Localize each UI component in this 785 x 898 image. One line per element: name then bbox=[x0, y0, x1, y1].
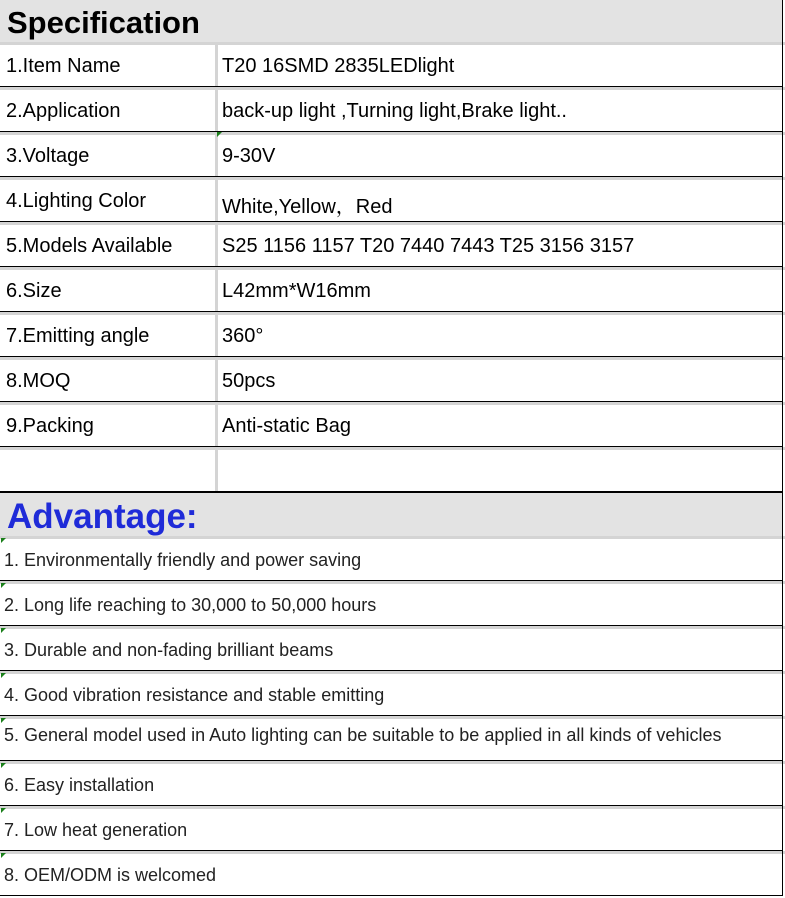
column-divider bbox=[215, 177, 218, 222]
row-gridline bbox=[0, 851, 785, 854]
advantage-item: 6. Easy installation bbox=[4, 775, 155, 795]
row-right-border bbox=[782, 87, 783, 132]
column-divider bbox=[215, 312, 218, 357]
row-right-border bbox=[782, 402, 783, 447]
spec-value: Anti-static Bag bbox=[222, 415, 351, 437]
row-right-border bbox=[782, 132, 783, 177]
cell-comment-marker bbox=[1, 808, 6, 813]
spec-label: 6.Size bbox=[6, 280, 62, 302]
spec-value: S25 1156 1157 T20 7440 7443 T25 3156 3157 bbox=[222, 235, 635, 257]
spec-label: 3.Voltage bbox=[6, 145, 90, 167]
row-gridline bbox=[0, 267, 785, 270]
advantage-item: 1. Environmentally friendly and power saving bbox=[4, 550, 362, 570]
row-right-border bbox=[782, 536, 783, 581]
spec-value: White,Yellow，Red bbox=[222, 196, 393, 218]
row-bottom-border bbox=[0, 895, 783, 896]
row-right-border bbox=[782, 177, 783, 222]
row-right-border bbox=[782, 761, 783, 806]
spec-label: 7.Emitting angle bbox=[6, 325, 150, 347]
spec-value: 9-30V bbox=[222, 145, 276, 167]
column-divider bbox=[215, 222, 218, 267]
spec-value: 360° bbox=[222, 325, 264, 347]
row-gridline bbox=[0, 87, 785, 90]
cell-comment-marker bbox=[1, 628, 6, 633]
cell-comment-marker bbox=[1, 583, 6, 588]
cell-comment-marker bbox=[1, 763, 6, 768]
advantage-item: 3. Durable and non-fading brilliant beams bbox=[4, 640, 334, 660]
row-gridline bbox=[0, 671, 785, 674]
row-right-border bbox=[782, 357, 783, 402]
row-gridline bbox=[0, 447, 785, 450]
row-gridline bbox=[0, 357, 785, 360]
row-right-border bbox=[782, 626, 783, 671]
row-gridline bbox=[0, 536, 785, 539]
spec-value: T20 16SMD 2835LEDlight bbox=[222, 55, 455, 77]
cell-comment-marker bbox=[1, 673, 6, 678]
column-divider bbox=[215, 357, 218, 402]
cell-comment-marker bbox=[1, 853, 6, 858]
row-gridline bbox=[0, 177, 785, 180]
spec-value: L42mm*W16mm bbox=[222, 280, 371, 302]
advantage-item: 7. Low heat generation bbox=[4, 820, 188, 840]
spec-label: 4.Lighting Color bbox=[6, 190, 147, 212]
row-right-border bbox=[782, 312, 783, 357]
advantage-item: 2. Long life reaching to 30,000 to 50,000 hours bbox=[4, 595, 377, 615]
row-gridline bbox=[0, 806, 785, 809]
advantage-title: Advantage: bbox=[7, 497, 198, 536]
advantage-item: 5. General model used in Auto lighting can be suitable to be applied in all kinds of vehicles bbox=[4, 725, 722, 745]
spec-label: 1.Item Name bbox=[6, 55, 121, 77]
spec-label: 5.Models Available bbox=[6, 235, 173, 257]
row-gridline bbox=[0, 132, 785, 135]
row-gridline bbox=[0, 312, 785, 315]
advantage-item: 8. OEM/ODM is welcomed bbox=[4, 865, 217, 885]
column-divider bbox=[215, 267, 218, 312]
row-gridline bbox=[0, 761, 785, 764]
row-right-border bbox=[782, 447, 783, 492]
spec-value: back-up light ,Turning light,Brake light.. bbox=[222, 100, 567, 122]
row-gridline bbox=[0, 222, 785, 225]
row-gridline bbox=[0, 581, 785, 584]
specification-title: Specification bbox=[7, 5, 200, 40]
row-right-border bbox=[782, 42, 783, 87]
cell-comment-marker bbox=[217, 132, 222, 137]
row-right-border bbox=[782, 267, 783, 312]
row-right-border bbox=[782, 581, 783, 626]
row-gridline bbox=[0, 716, 785, 719]
row-right-border bbox=[782, 806, 783, 851]
row-right-border bbox=[782, 222, 783, 267]
spec-label: 9.Packing bbox=[6, 415, 94, 437]
cell-comment-marker bbox=[1, 538, 6, 543]
section-divider bbox=[0, 492, 783, 493]
column-divider bbox=[215, 87, 218, 132]
column-divider bbox=[215, 132, 218, 177]
row-gridline bbox=[0, 42, 785, 45]
column-divider bbox=[215, 402, 218, 447]
row-right-border bbox=[782, 671, 783, 716]
row-right-border bbox=[782, 716, 783, 761]
row-right-border bbox=[782, 851, 783, 896]
spec-label: 2.Application bbox=[6, 100, 121, 122]
spec-value: 50pcs bbox=[222, 370, 276, 392]
advantage-item: 4. Good vibration resistance and stable emitting bbox=[4, 685, 385, 705]
column-divider bbox=[215, 447, 218, 492]
column-divider bbox=[215, 42, 218, 87]
row-gridline bbox=[0, 626, 785, 629]
row-gridline bbox=[0, 402, 785, 405]
spec-label: 8.MOQ bbox=[6, 370, 71, 392]
